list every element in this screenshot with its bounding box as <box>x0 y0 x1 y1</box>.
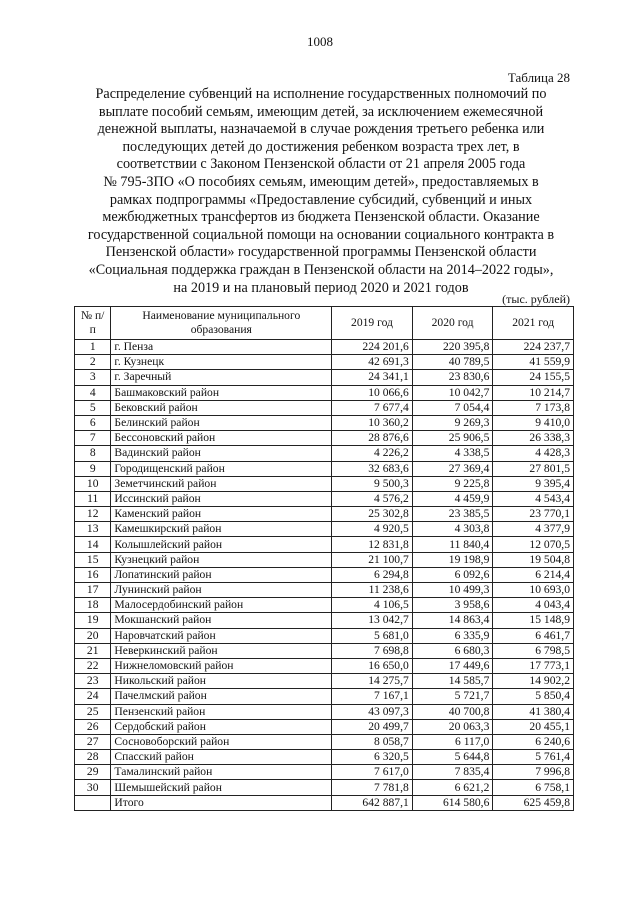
row-num: 3 <box>75 370 111 385</box>
row-name: Городищенский район <box>111 461 332 476</box>
table-row <box>75 355 574 370</box>
row-num: 9 <box>75 461 111 476</box>
total-num-cell <box>75 795 111 810</box>
row-2021: 15 148,9 <box>493 613 574 628</box>
row-name: Никольский район <box>111 674 332 689</box>
table-body <box>75 340 574 796</box>
table-total-row <box>75 795 574 810</box>
row-name: Сердобский район <box>111 719 332 734</box>
row-2019: 32 683,6 <box>332 461 413 476</box>
row-2020: 6 335,9 <box>412 628 493 643</box>
row-2021: 5 761,4 <box>493 750 574 765</box>
row-2020: 4 303,8 <box>412 522 493 537</box>
row-2020: 25 906,5 <box>412 431 493 446</box>
row-num: 11 <box>75 491 111 506</box>
document-title <box>66 86 576 297</box>
row-2019: 7 781,8 <box>332 780 413 795</box>
row-2020: 14 585,7 <box>412 674 493 689</box>
row-2021: 26 338,3 <box>493 431 574 446</box>
row-num: 12 <box>75 507 111 522</box>
row-2021: 10 214,7 <box>493 385 574 400</box>
row-2021: 14 902,2 <box>493 674 574 689</box>
row-2020: 23 830,6 <box>412 370 493 385</box>
header-num: № п/п <box>75 307 111 340</box>
row-name: г. Кузнецк <box>111 355 332 370</box>
row-2019: 11 238,6 <box>332 583 413 598</box>
row-num: 2 <box>75 355 111 370</box>
title-line: выплате пособий семьям, имеющим детей, за исключением ежемесячной <box>98 103 544 120</box>
row-num: 13 <box>75 522 111 537</box>
table-row <box>75 400 574 415</box>
row-2021: 6 240,6 <box>493 734 574 749</box>
row-2019: 7 167,1 <box>332 689 413 704</box>
table-row <box>75 370 574 385</box>
row-2021: 4 428,3 <box>493 446 574 461</box>
table-row <box>75 340 574 355</box>
row-num: 8 <box>75 446 111 461</box>
table-row <box>75 385 574 400</box>
row-2019: 16 650,0 <box>332 658 413 673</box>
row-num: 10 <box>75 476 111 491</box>
row-2020: 5 644,8 <box>412 750 493 765</box>
row-2019: 5 681,0 <box>332 628 413 643</box>
row-2020: 4 338,5 <box>412 446 493 461</box>
table-row <box>75 507 574 522</box>
row-name: Бековский район <box>111 400 332 415</box>
row-2021: 9 395,4 <box>493 476 574 491</box>
row-2021: 4 043,4 <box>493 598 574 613</box>
row-2021: 10 693,0 <box>493 583 574 598</box>
row-name: Лунинский район <box>111 583 332 598</box>
title-line: денежной выплаты, назначаемой в случае рождения третьего ребенка или <box>97 121 545 138</box>
total-label: Итого <box>111 795 332 810</box>
row-2020: 6 117,0 <box>412 734 493 749</box>
total-2020: 614 580,6 <box>412 795 493 810</box>
row-2019: 21 100,7 <box>332 552 413 567</box>
header-name: Наименование муниципального образования <box>111 307 332 340</box>
row-2019: 25 302,8 <box>332 507 413 522</box>
row-2021: 24 155,5 <box>493 370 574 385</box>
title-line: № 795-ЗПО «О пособиях семьям, имеющим детей», предоставляемых в <box>103 173 539 190</box>
row-2020: 7 835,4 <box>412 765 493 780</box>
row-2019: 24 341,1 <box>332 370 413 385</box>
total-2021: 625 459,8 <box>493 795 574 810</box>
title-line: на 2019 и на плановый период 2020 и 2021 годов <box>173 279 469 296</box>
row-name: Сосновоборский район <box>111 734 332 749</box>
table-row <box>75 583 574 598</box>
row-name: Неверкинский район <box>111 643 332 658</box>
table-row <box>75 613 574 628</box>
row-num: 26 <box>75 719 111 734</box>
table-row <box>75 719 574 734</box>
row-2020: 40 789,5 <box>412 355 493 370</box>
table-row <box>75 674 574 689</box>
table-row <box>75 658 574 673</box>
row-2019: 6 294,8 <box>332 567 413 582</box>
header-2019: 2019 год <box>332 307 413 340</box>
title-line: межбюджетных трансфертов из бюджета Пензенской области. Оказание <box>102 209 540 226</box>
row-num: 21 <box>75 643 111 658</box>
row-name: Вадинский район <box>111 446 332 461</box>
row-2021: 5 850,4 <box>493 689 574 704</box>
row-num: 14 <box>75 537 111 552</box>
table-label: Таблица 28 <box>507 70 570 85</box>
row-2020: 5 721,7 <box>412 689 493 704</box>
row-2019: 6 320,5 <box>332 750 413 765</box>
row-num: 25 <box>75 704 111 719</box>
row-num: 18 <box>75 598 111 613</box>
row-2020: 10 499,3 <box>412 583 493 598</box>
table-row <box>75 446 574 461</box>
title-line: последующих детей до достижения ребенком возраста трех лет, в <box>122 138 520 155</box>
row-num: 22 <box>75 658 111 673</box>
row-name: Башмаковский район <box>111 385 332 400</box>
table-row <box>75 415 574 430</box>
table-row <box>75 567 574 582</box>
row-2020: 40 700,8 <box>412 704 493 719</box>
row-2020: 11 840,4 <box>412 537 493 552</box>
row-2020: 20 063,3 <box>412 719 493 734</box>
row-2020: 4 459,9 <box>412 491 493 506</box>
row-name: г. Пенза <box>111 340 332 355</box>
row-2019: 12 831,8 <box>332 537 413 552</box>
units-label: (тыс. рублей) <box>502 292 570 306</box>
table-row <box>75 750 574 765</box>
row-2019: 28 876,6 <box>332 431 413 446</box>
row-2019: 10 066,6 <box>332 385 413 400</box>
row-2020: 6 621,2 <box>412 780 493 795</box>
row-2019: 9 500,3 <box>332 476 413 491</box>
row-2020: 9 225,8 <box>412 476 493 491</box>
row-2019: 4 226,2 <box>332 446 413 461</box>
row-2019: 224 201,6 <box>332 340 413 355</box>
row-2019: 7 617,0 <box>332 765 413 780</box>
table-row <box>75 461 574 476</box>
row-2020: 19 198,9 <box>412 552 493 567</box>
row-num: 4 <box>75 385 111 400</box>
table-row <box>75 704 574 719</box>
table-row <box>75 431 574 446</box>
row-2019: 4 106,5 <box>332 598 413 613</box>
row-2019: 8 058,7 <box>332 734 413 749</box>
row-2021: 12 070,5 <box>493 537 574 552</box>
row-name: Каменский район <box>111 507 332 522</box>
row-2019: 10 360,2 <box>332 415 413 430</box>
row-2019: 42 691,3 <box>332 355 413 370</box>
table-row <box>75 537 574 552</box>
row-2020: 6 092,6 <box>412 567 493 582</box>
row-name: Пачелмский район <box>111 689 332 704</box>
row-name: Камешкирский район <box>111 522 332 537</box>
row-2021: 9 410,0 <box>493 415 574 430</box>
row-name: Бессоновский район <box>111 431 332 446</box>
table-row <box>75 643 574 658</box>
row-2021: 6 214,4 <box>493 567 574 582</box>
row-2021: 27 801,5 <box>493 461 574 476</box>
row-2021: 7 996,8 <box>493 765 574 780</box>
row-2020: 14 863,4 <box>412 613 493 628</box>
row-name: Иссинский район <box>111 491 332 506</box>
row-2020: 220 395,8 <box>412 340 493 355</box>
row-num: 1 <box>75 340 111 355</box>
row-name: Лопатинский район <box>111 567 332 582</box>
row-2021: 7 173,8 <box>493 400 574 415</box>
row-num: 15 <box>75 552 111 567</box>
row-2020: 3 958,6 <box>412 598 493 613</box>
table-row <box>75 734 574 749</box>
table-row <box>75 780 574 795</box>
row-2021: 6 798,5 <box>493 643 574 658</box>
row-num: 27 <box>75 734 111 749</box>
row-name: Белинский район <box>111 415 332 430</box>
row-2021: 6 461,7 <box>493 628 574 643</box>
title-line: государственной социальной помощи на основании социального контракта в <box>87 226 555 243</box>
row-2020: 6 680,3 <box>412 643 493 658</box>
title-line: рамках подпрограммы «Предоставление субсидий, субвенций и иных <box>109 191 533 208</box>
row-num: 20 <box>75 628 111 643</box>
row-2021: 224 237,7 <box>493 340 574 355</box>
row-2021: 17 773,1 <box>493 658 574 673</box>
row-2019: 4 920,5 <box>332 522 413 537</box>
title-line: соответствии с Законом Пензенской области от 21 апреля 2005 года <box>116 156 526 173</box>
row-2020: 23 385,5 <box>412 507 493 522</box>
row-2021: 23 770,1 <box>493 507 574 522</box>
row-2019: 7 698,8 <box>332 643 413 658</box>
row-num: 19 <box>75 613 111 628</box>
row-name: Земетчинский район <box>111 476 332 491</box>
table-row <box>75 552 574 567</box>
row-name: Кузнецкий район <box>111 552 332 567</box>
header-2021: 2021 год <box>493 307 574 340</box>
row-num: 23 <box>75 674 111 689</box>
row-name: Пензенский район <box>111 704 332 719</box>
row-2021: 41 380,4 <box>493 704 574 719</box>
row-name: Малосердобинский район <box>111 598 332 613</box>
row-2021: 4 377,9 <box>493 522 574 537</box>
total-2019: 642 887,1 <box>332 795 413 810</box>
table-row <box>75 689 574 704</box>
row-num: 24 <box>75 689 111 704</box>
table-header-row <box>75 307 574 340</box>
row-name: Мокшанский район <box>111 613 332 628</box>
table-row <box>75 476 574 491</box>
row-2021: 19 504,8 <box>493 552 574 567</box>
row-2021: 41 559,9 <box>493 355 574 370</box>
row-2019: 7 677,4 <box>332 400 413 415</box>
row-name: Нижнеломовский район <box>111 658 332 673</box>
row-num: 6 <box>75 415 111 430</box>
row-2019: 14 275,7 <box>332 674 413 689</box>
table-row <box>75 765 574 780</box>
row-2020: 9 269,3 <box>412 415 493 430</box>
row-2020: 7 054,4 <box>412 400 493 415</box>
subvention-table <box>74 306 574 811</box>
row-name: Шемышейский район <box>111 780 332 795</box>
row-num: 16 <box>75 567 111 582</box>
row-2021: 4 543,4 <box>493 491 574 506</box>
row-num: 7 <box>75 431 111 446</box>
row-num: 30 <box>75 780 111 795</box>
row-num: 29 <box>75 765 111 780</box>
row-name: Наровчатский район <box>111 628 332 643</box>
row-2019: 4 576,2 <box>332 491 413 506</box>
table-row <box>75 522 574 537</box>
title-line: «Социальная поддержка граждан в Пензенской области на 2014–2022 годы», <box>88 261 554 278</box>
row-num: 28 <box>75 750 111 765</box>
row-2019: 20 499,7 <box>332 719 413 734</box>
row-2019: 13 042,7 <box>332 613 413 628</box>
table-row <box>75 598 574 613</box>
row-name: Колышлейский район <box>111 537 332 552</box>
row-2020: 27 369,4 <box>412 461 493 476</box>
header-2020: 2020 год <box>412 307 493 340</box>
row-name: Спасский район <box>111 750 332 765</box>
row-2021: 20 455,1 <box>493 719 574 734</box>
row-2020: 10 042,7 <box>412 385 493 400</box>
row-2021: 6 758,1 <box>493 780 574 795</box>
table-row <box>75 628 574 643</box>
row-name: г. Заречный <box>111 370 332 385</box>
row-num: 17 <box>75 583 111 598</box>
row-num: 5 <box>75 400 111 415</box>
title-line: Распределение субвенций на исполнение государственных полномочий по <box>95 86 547 102</box>
row-name: Тамалинский район <box>111 765 332 780</box>
row-2020: 17 449,6 <box>412 658 493 673</box>
table-row <box>75 491 574 506</box>
page-number: 1008 <box>307 34 333 49</box>
title-line: Пензенской области» государственной программы Пензенской области <box>105 244 537 261</box>
row-2019: 43 097,3 <box>332 704 413 719</box>
